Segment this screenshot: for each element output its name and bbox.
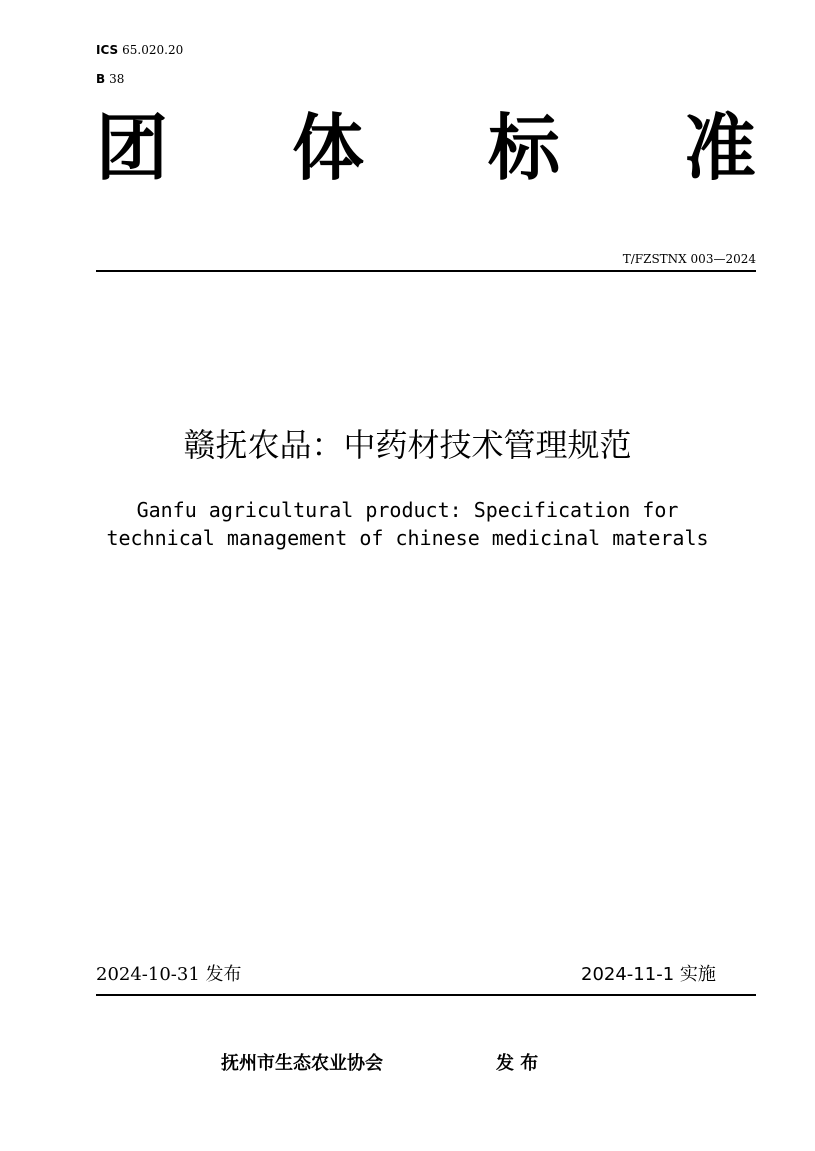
- ccs-label: B: [96, 72, 106, 86]
- implementation-date: 2024-11-1 实施: [581, 964, 716, 985]
- english-title: [0, 496, 815, 552]
- chinese-title: 赣抚农品：中药材技术管理规范: [183, 426, 632, 464]
- standard-number: T/FZSTNX 003—2024: [622, 252, 756, 266]
- english-title-line-1: Ganfu agricultural product: Specification for: [136, 498, 679, 522]
- doc-type-char-4: 准: [683, 106, 756, 190]
- doc-type-char-2: 体: [291, 106, 364, 190]
- document-type-title: [96, 108, 756, 188]
- publish-label: 发 布: [496, 1053, 539, 1074]
- ics-value: 65.020.20: [122, 43, 184, 57]
- bottom-divider: [96, 994, 756, 996]
- english-title-line-2: technical management of chinese medicinal materals: [106, 526, 709, 550]
- doc-type-char-3: 标: [487, 106, 560, 190]
- publisher-name: 抚州市生态农业协会: [221, 1053, 383, 1074]
- doc-type-char-1: 团: [96, 106, 169, 190]
- ccs-code: [96, 71, 124, 87]
- top-divider: [96, 270, 756, 272]
- ccs-value: 38: [109, 72, 125, 86]
- ics-code: [96, 42, 183, 58]
- issue-date: 2024-10-31 发布: [96, 964, 242, 985]
- ics-label: ICS: [96, 43, 119, 57]
